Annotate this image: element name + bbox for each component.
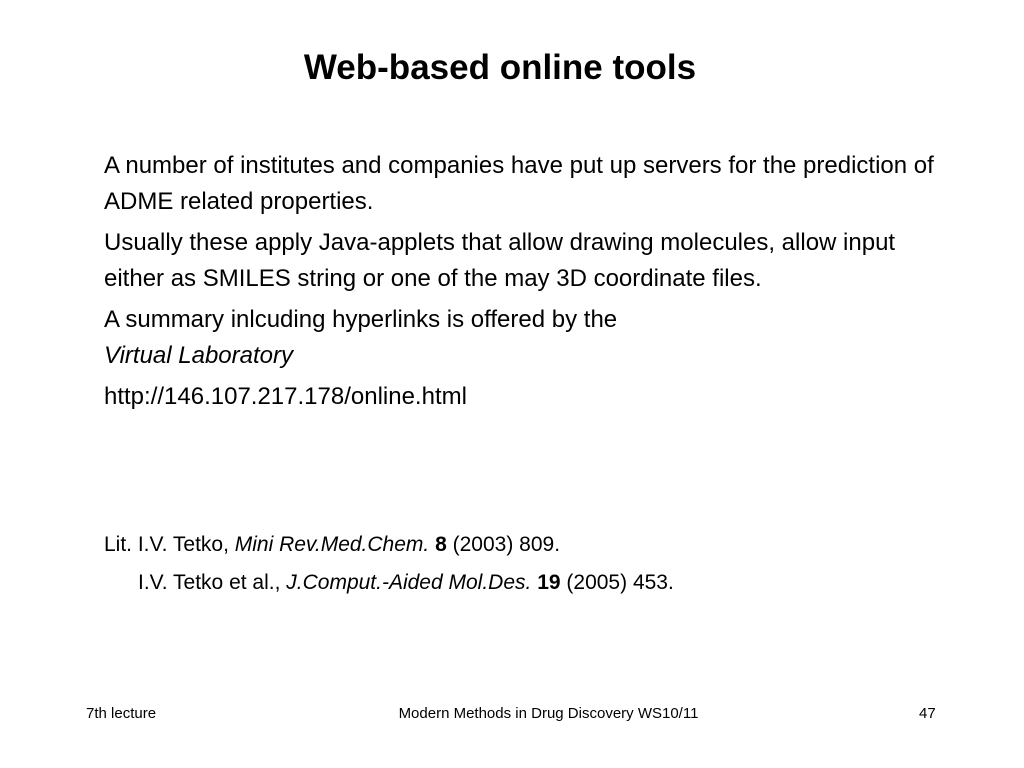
footer-page-number: 47: [919, 705, 936, 722]
paragraph-summary: [104, 302, 954, 374]
paragraph-java-applets: Usually these apply Java-applets that allow drawing molecules, allow input either as SMILES string or one of the may 3D coordinate files.: [104, 229, 896, 292]
reference-1: [104, 526, 954, 564]
reference-2-volume: 19: [537, 571, 561, 594]
summary-text: A summary inlcuding hyperlinks is offered by the: [104, 306, 618, 333]
virtual-laboratory-text: Virtual Laboratory: [104, 342, 293, 369]
reference-2-journal: J.Comput.-Aided Mol.Des.: [286, 571, 532, 594]
url-text: http://146.107.217.178/online.html: [104, 383, 467, 410]
reference-2: [104, 564, 954, 602]
slide-title: Web-based online tools: [303, 48, 697, 87]
literature-references: [104, 526, 954, 602]
footer-course-title: Modern Methods in Drug Discovery WS10/11: [398, 705, 699, 722]
reference-1-volume: 8: [435, 533, 447, 556]
reference-1-rest: (2003) 809.: [452, 533, 561, 556]
paragraph-servers: A number of institutes and companies have put up servers for the prediction of ADME related properties.: [104, 152, 934, 215]
reference-1-prefix: Lit. I.V. Tetko,: [104, 533, 235, 556]
reference-2-prefix: I.V. Tetko et al.,: [138, 571, 287, 594]
slide-body: [104, 148, 954, 420]
footer-lecture: 7th lecture: [86, 705, 157, 722]
reference-2-rest: (2005) 453.: [566, 571, 674, 594]
reference-1-journal: Mini Rev.Med.Chem.: [234, 533, 430, 556]
